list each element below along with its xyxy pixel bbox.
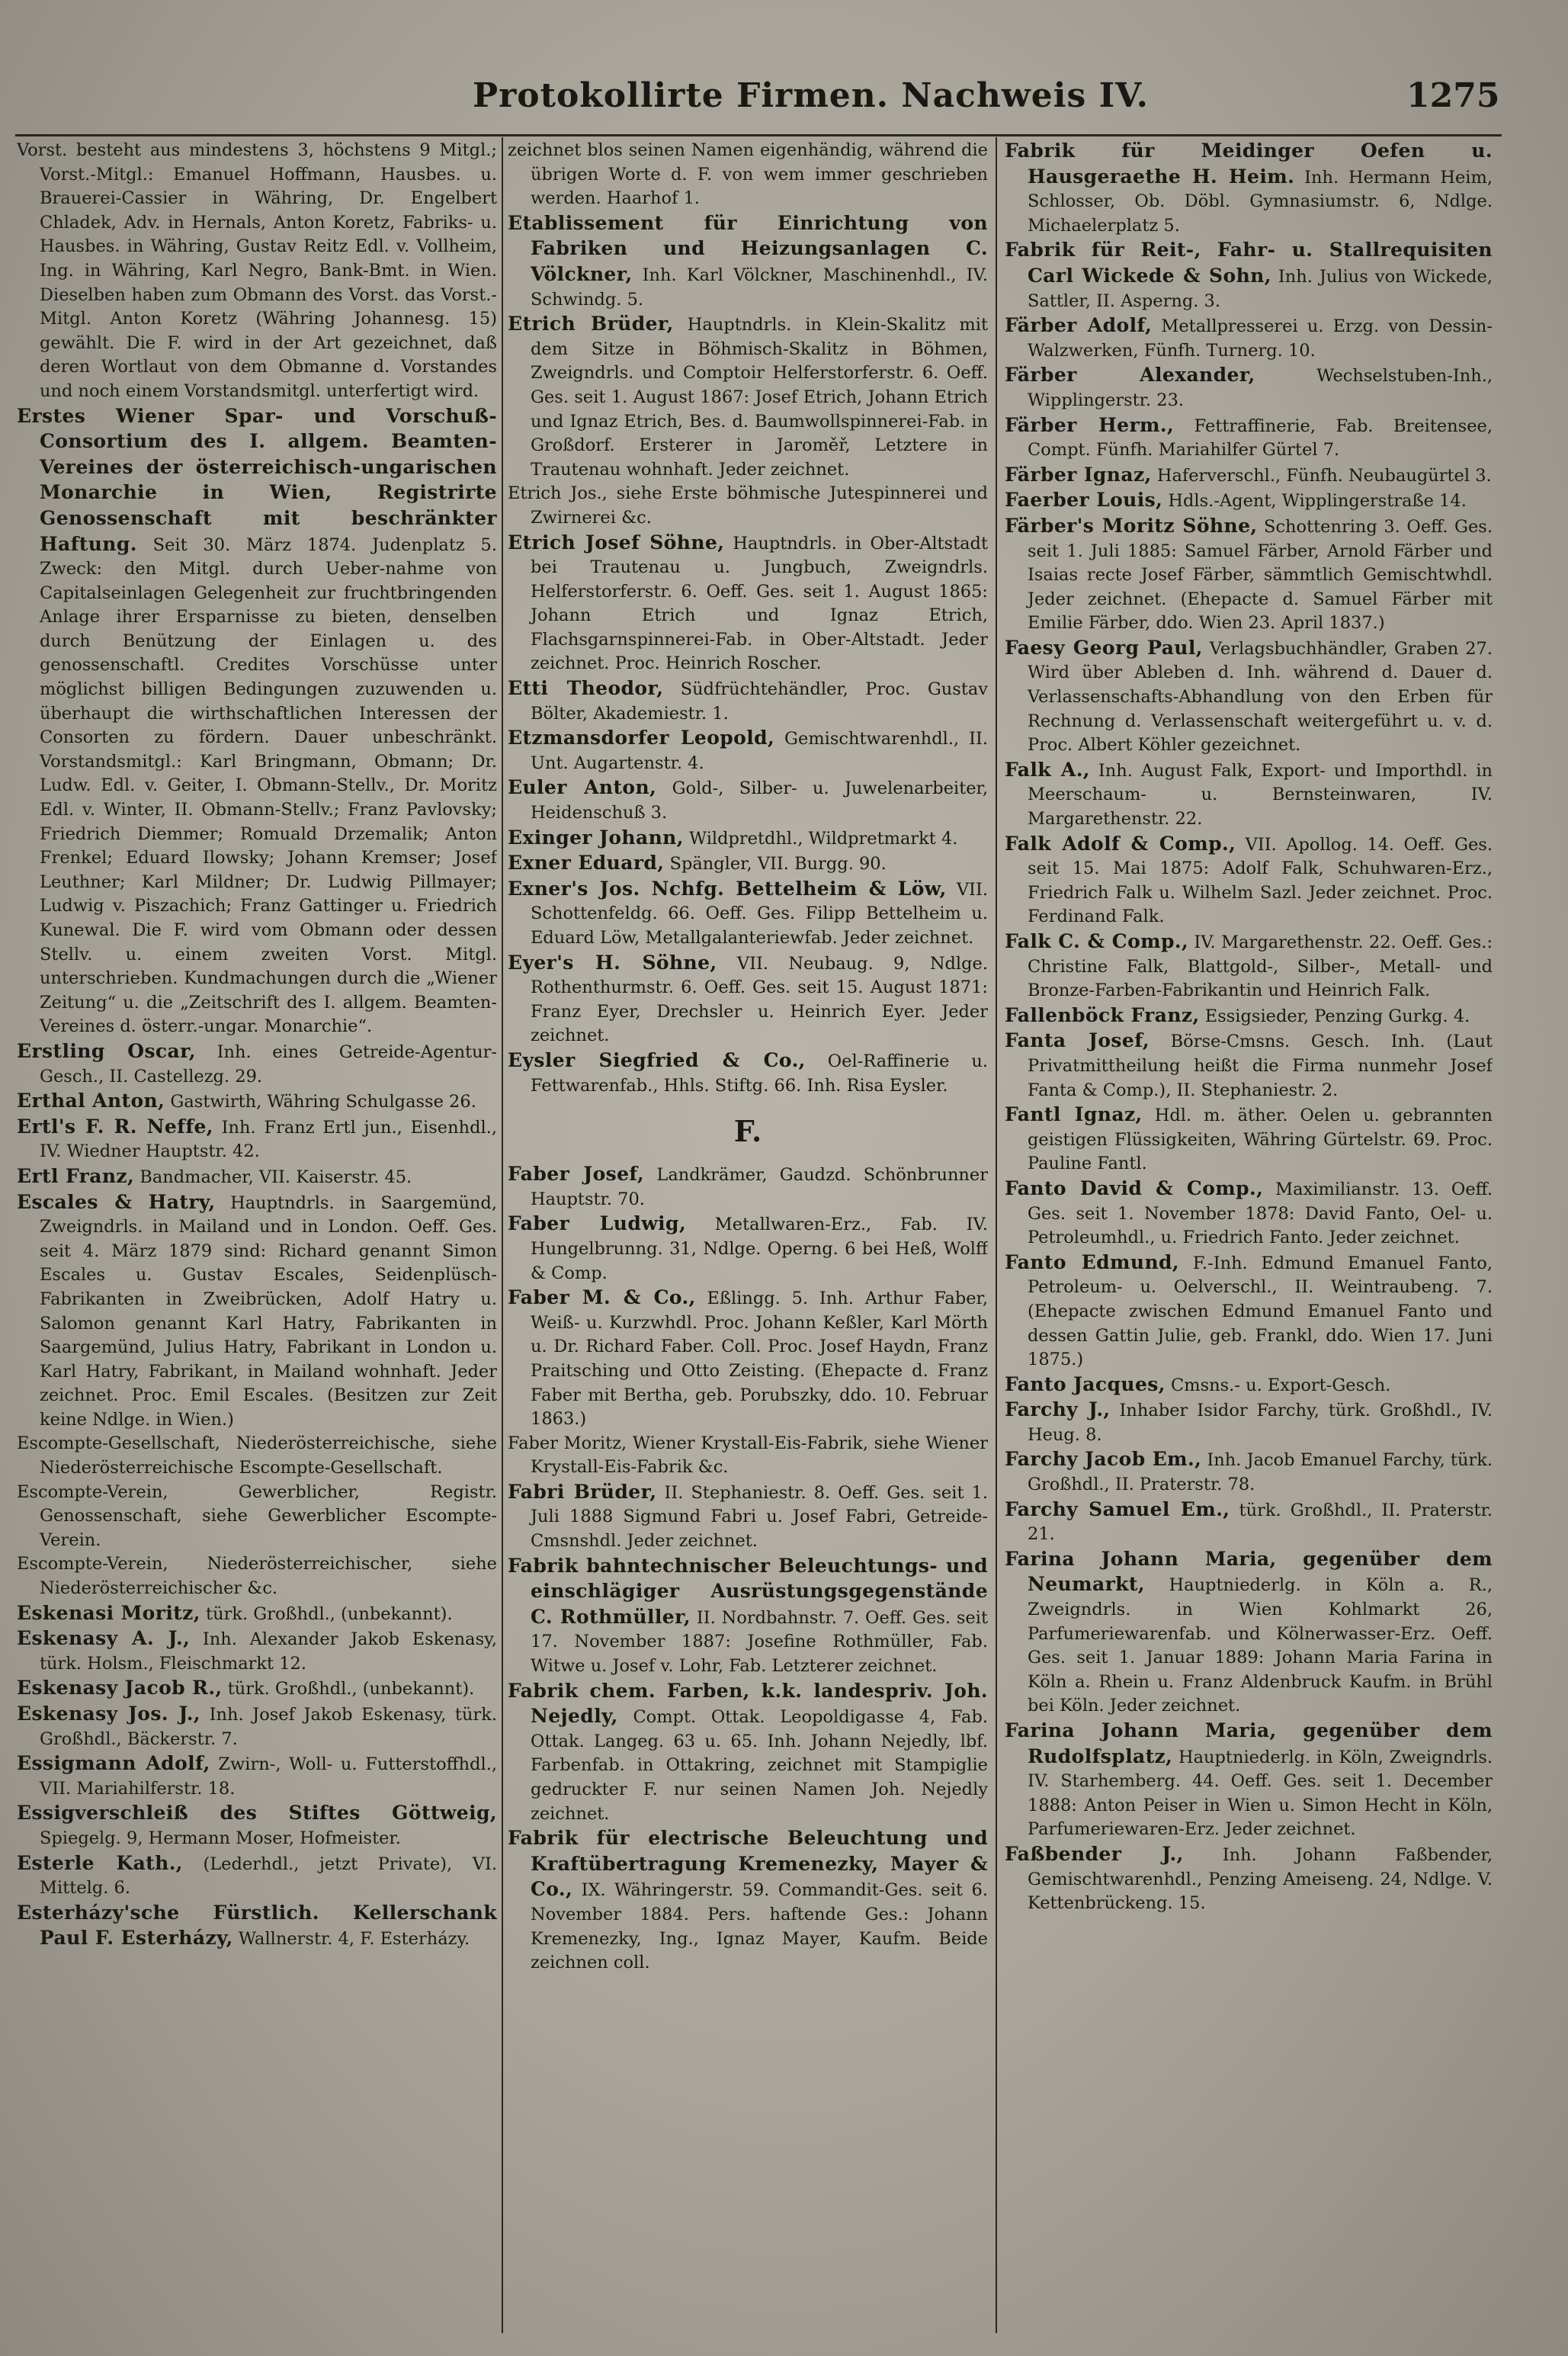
firm-name: Farchy J., [1005,1398,1111,1421]
entry-text: Schottenring 3. Oeff. Ges. seit 1. Juli 1885: Samuel Färber, Arnold Färber und Isaias recte Josef Färber, sämmtlich Gemischtwhdl. Jeder zeichnet. (Ehepacte d. Samuel Färber mit Emilie Färber, ddo. Wien 23. April 1837.) [1028,516,1493,634]
directory-entry [17,1115,497,1164]
entry-text: Gastwirth, Währing Schulgasse 26. [170,1092,476,1112]
directory-entry [1005,238,1493,313]
firm-name: Euler Anton, [508,776,657,799]
directory-entry [508,312,988,482]
firm-name: Etzmansdorfer Leopold, [508,727,775,749]
entry-text: Hauptniederlg. in Köln, Zweigndrls. IV. Starhemberg. 44. Oeff. Ges. seit 1. December 1888: Anton Peiser in Wien u. Simon Hecht in Köln, Parfumeriewaren-Erz. Jeder zeichnet. [1028,1747,1493,1840]
entry-text: Fettraffinerie, Fab. Breitensee, Compt. Fünfh. Mariahilfer Gürtel 7. [1028,416,1493,461]
entry-text: Eßlingg. 5. Inh. Arthur Faber, Weiß- u. Kurzwhdl. Proc. Johann Keßler, Karl Mörth u. Dr. Richard Faber. Coll. Proc. Josef Haydn, Franz Praitsching und Otto Zeisting. (Ehepacte d. Franz Faber mit Bertha, geb. Porubszky, ddo. 10. Februar 1863.) [531,1289,988,1430]
entry-text: Landkrämer, Gaudzd. Schönbrunner Hauptstr. 70. [531,1165,988,1209]
directory-entry [17,1164,497,1190]
directory-entry [1005,1447,1493,1497]
firm-name: Färber's Moritz Söhne, [1005,514,1258,537]
directory-entry [1005,1250,1493,1372]
entry-text: Wildpretdhl., Wildpretmarkt 4. [689,828,958,849]
firm-name: Farina Johann Maria, gegenüber dem Rudolfsplatz, [1005,1719,1493,1767]
entry-text: (Lederhdl., jetzt Private), VI. Mittelg. 6. [40,1854,497,1899]
entry-text: Südfrüchtehändler, Proc. Gustav Bölter, Akademiestr. 1. [531,679,988,724]
directory-entry [1005,1029,1493,1103]
firm-name: Fanto Edmund, [1005,1250,1180,1273]
entry-text: Börse-Cmsns. Gesch. Inh. (Laut Privatmittheilung heißt die Firma nunmehr Josef Fanta & Comp.), II. Stephaniestr. 2. [1028,1032,1493,1100]
entry-text: IV. Margarethenstr. 22. Oeff. Ges.: Christine Falk, Blattgold-, Silber-, Metall- und Bronze-Farben-Fabrikantin und Heinrich Falk. [1028,932,1493,1001]
entry-text: türk. Großhdl., (unbekannt). [206,1603,453,1624]
firm-name: Eskenasy Jacob R., [17,1677,223,1700]
entry-text: Inh. August Falk, Export- und Importhdl. in Meerschaum- u. Bernsteinwaren, IV. Margarethenstr. 22. [1028,760,1493,830]
firm-name: Falk Adolf & Comp., [1005,832,1236,855]
firm-name: Essigverschleiß des Stiftes Göttweig, [17,1802,497,1825]
entry-text: Zwirn-, Woll- u. Futterstoffhdl., VII. Mariahilferstr. 18. [40,1754,497,1799]
directory-entry [1005,363,1493,412]
entry-text: Inh. eines Getreide-Agentur-Gesch., II. Castellezg. 29. [40,1042,497,1087]
entry-text: Inh. Hermann Heim, Schlosser, Ob. Döbl. Gymnasiumstr. 6, Ndlge. Michaelerplatz 5. [1028,167,1493,236]
entry-text: Escompte-Verein, Niederösterreichischer, siehe Niederösterreichischer &c. [17,1554,497,1599]
firm-name: Fanto David & Comp., [1005,1176,1264,1199]
entry-text: türk. Großhdl., II. Praterstr. 21. [1028,1500,1493,1545]
directory-entry [508,1554,988,1679]
entry-text: VII. Neubaug. 9, Ndlge. Rothenthurmstr. 6. Oeff. Ges. seit 15. August 1871: Franz Eyer, Drechsler u. Heinrich Eyer. Jeder zeichnet. [531,953,988,1046]
entry-text: Inh. Julius von Wickede, Sattler, II. Asperng. 3. [1028,266,1493,311]
directory-entry [508,211,988,312]
entry-text: Essigsieder, Penzing Gurkg. 4. [1204,1006,1470,1026]
directory-entry [508,877,988,951]
firm-name: Farina Johann Maria, gegenüber dem Neumarkt, [1005,1547,1493,1596]
entry-text: Hdl. m. äther. Oelen u. gebrannten geistigen Flüssigkeiten, Währing Gürtelstr. 69. Proc. Pauline Fantl. [1028,1106,1493,1174]
directory-entry [508,482,988,530]
header-rule [15,134,1502,136]
column-divider-1 [502,137,503,2333]
directory-entry [1005,1176,1493,1250]
entry-text: Spängler, VII. Burgg. 90. [669,854,887,875]
page-title: Protokollirte Firmen. Nachweis IV. [473,76,1149,115]
entry-text: VII. Schottenfeldg. 66. Oeff. Ges. Filipp Bettelheim u. Eduard Löw, Metallgalanteriewfab. Jeder zeichnet. [531,879,988,948]
firm-name: Etrich Brüder, [508,313,674,335]
firm-name: Ertl's F. R. Neffe, [17,1115,213,1138]
firm-name: Fallenböck Franz, [1005,1003,1200,1026]
firm-name: Färber Ignaz, [1005,463,1152,486]
firm-name: Fanta Josef, [1005,1029,1150,1052]
firm-name: Fabrik für Meidinger Oefen u. Hausgeraethe H. Heim. [1005,140,1493,188]
directory-entry [1005,1842,1493,1916]
firm-name: Fantl Ignaz, [1005,1103,1143,1126]
directory-entry [1005,1497,1493,1547]
firm-name: Fabrik für electrische Beleuchtung und Kraftübertragung Kremenezky, Mayer & Co., [508,1827,988,1901]
entry-text: Vorst. besteht aus mindestens 3, höchstens 9 Mitgl.; Vorst.-Mitgl.: Emanuel Hoffmann, Hausbes. u. Brauerei-Cassier in Währing, Dr. Engelbert Chladek, Adv. in Hernals, Anton Koretz, Fabriks- u. Hausbes. in Währing, Gustav Reitz Edl. v. Vollheim, Ing. in Währing, Karl Negro, Bank-Bmt. in Wien. Dieselben haben zum Obmann des Vorst. das Vorst.-Mitgl. Anton Koretz (Währing Johannesg. 15) gewählt. Die F. wird in der Art gezeichnet, daß deren Wortlaut von dem Obmanne d. Vorstandes und noch einem Vorstandsmitgl. unterfertigt wird. [17,140,497,401]
entry-text: IX. Währingerstr. 59. Commandit-Ges. seit 6. November 1884. Pers. haftende Ges.: Johann Kremenezky, Ing., Ignaz Mayer, Kaufm. Beide zeichnen coll. [531,1880,988,1973]
directory-entry [508,1048,988,1098]
directory-entry [508,1826,988,1976]
entry-text: II. Stephaniestr. 8. Oeff. Ges. seit 1. Juli 1888 Sigmund Fabri u. Josef Fabri, Getreide-Cmsnshdl. Jeder zeichnet. [531,1482,988,1552]
directory-entry [508,1480,988,1554]
entry-text: Haferverschl., Fünfh. Neubaugürtel 3. [1156,465,1492,486]
firm-name: Exner's Jos. Nchfg. Bettelheim & Löw, [508,877,947,900]
firm-name: Faßbender J., [1005,1842,1184,1865]
entry-text: Metallwaren-Erz., Fab. IV. Hungelbrunng. 31, Ndlge. Operng. 6 bei Heß, Wolff & Comp. [531,1215,988,1283]
column-1 [17,139,497,2335]
directory-entry [1005,1372,1493,1398]
directory-entry [508,775,988,825]
column-3 [1005,139,1493,2335]
firm-name: Faber Josef, [508,1163,645,1186]
firm-name: Farchy Samuel Em., [1005,1497,1230,1520]
entry-text: Inh. Jacob Emanuel Farchy, türk. Großhdl., II. Praterstr. 78. [1028,1450,1493,1495]
directory-entry [508,1162,988,1212]
firm-name: Etablissement für Einrichtung von Fabriken und Heizungsanlagen C. Völckner, [508,211,988,285]
directory-entry [1005,1547,1493,1719]
directory-entry [17,1481,497,1553]
page-number: 1275 [1406,76,1500,115]
firm-name: Fabrik für Reit-, Fahr- u. Stallrequisiten Carl Wickede & Sohn, [1005,239,1493,287]
firm-name: Faber Ludwig, [508,1212,687,1235]
directory-entry [508,531,988,677]
firm-name: Eyer's H. Söhne, [508,951,717,974]
firm-name: Ertl Franz, [17,1164,135,1187]
directory-entry [508,951,988,1048]
directory-entry [1005,1103,1493,1176]
entry-text: Inh. Josef Jakob Eskenasy, türk. Großhdl., Bäckerstr. 7. [40,1705,497,1749]
entry-text: Faber Moritz, Wiener Krystall-Eis-Fabrik, siehe Wiener Krystall-Eis-Fabrik &c. [508,1433,988,1478]
directory-entry [508,826,988,852]
directory-entry [17,1751,497,1801]
entry-text: Compt. Ottak. Leopoldigasse 4, Fab. Ottak. Langeg. 63 u. 65. Inh. Johann Nejedly, lbf. Farbenfab. in Ottakring, zeichnet mit Stampiglie gedruckter F. nur seinen Namen Joh. Nejedly zeichnet. [531,1707,988,1824]
entry-text: Seit 30. März 1874. Judenplatz 5. Zweck: den Mitgl. durch Ueber-nahme von Capitalseinlagen Gelegenheit zur fruchtbringenden Anlage ihrer Ersparnisse zu bieten, denselben durch Benützung der Einlagen u. des genossenschaftl. Credites Vorschüsse unter möglichst billigen Bedingungen zuzuwenden u. überhaupt die wirthschaftlichen Interessen der Consorten zu fördern. Dauer unbeschränkt. Vorstandsmitgl.: Karl Bringmann, Obmann; Dr. Ludw. Edl. v. Geiter, I. Obmann-Stellv., Dr. Moritz Edl. v. Winter, II. Obmann-Stellv.; Franz Pavlovsky; Friedrich Diemmer; Romuald Drzemalik; Anton Frenkel; Eduard Ilowsky; Johann Kremser; Josef Leuthner; Karl Mildner; Dr. Ludwig Pillmayer; Ludwig v. Piszachich; Franz Gattinger u. Friedrich Kunewal. Die F. wird vom Obmann oder dessen Stellv. u. einem zweiten Vorst. Mitgl. unterschrieben. Kundmachungen durch die „Wiener Zeitung“ u. die „Zeitschrift des I. allgem. Beamten-Vereines d. österr.-ungar. Monarchie“. [40,534,497,1037]
entry-text: Hdls.-Agent, Wipplingerstraße 14. [1168,491,1467,512]
entry-text: türk. Großhdl., (unbekannt). [227,1679,475,1700]
firm-name: Farchy Jacob Em., [1005,1448,1202,1471]
firm-name: Färber Adolf, [1005,314,1153,337]
directory-entry [508,1286,988,1432]
firm-name: Färber Alexander, [1005,364,1255,387]
directory-entry [508,851,988,877]
directory-entry [1005,636,1493,758]
section-letter: F. [733,1114,762,1149]
firm-name: Essigmann Adolf, [17,1752,210,1775]
directory-entry [508,1679,988,1827]
entry-text: Verlagsbuchhändler, Graben 27. Wird über Ableben d. Inh. während d. Dauer d. Verlassenschafts-Abhandlung von den Erben für Rechnung d. Verlassenschaft weitergeführt u. v. d. Proc. Albert Köhler gezeichnet. [1028,638,1493,756]
firm-name: Falk A., [1005,758,1090,781]
entry-text: Inh. Franz Ertl jun., Eisenhdl., IV. Wiedner Hauptstr. 42. [40,1117,497,1162]
directory-entry [17,1801,497,1850]
firm-name: Färber Herm., [1005,413,1175,436]
directory-entry [508,1432,988,1480]
directory-entry [1005,1003,1493,1029]
directory-entry [17,1901,497,1952]
firm-name: Exinger Johann, [508,826,684,849]
directory-entry [17,1626,497,1676]
firm-name: Fabrik bahntechnischer Beleuchtungs- und einschlägiger Ausrüstungsgegenstände C. Rothmüller, [508,1554,988,1628]
directory-entry [1005,313,1493,363]
firm-name: Etrich Josef Söhne, [508,531,725,554]
firm-name: Eskenasi Moritz, [17,1601,200,1624]
directory-entry [1005,514,1493,636]
entry-text: II. Nordbahnstr. 7. Oeff. Ges. seit 17. November 1887: Josefine Rothmüller, Fab. Witwe u. Josef v. Lohr, Fab. Letzterer zeichnet. [531,1607,988,1677]
entry-text: Inh. Karl Völckner, Maschinenhdl., IV. Schwindg. 5. [531,265,988,310]
directory-entry [1005,929,1493,1003]
directory-entry [1005,1719,1493,1842]
firm-name: Erstling Oscar, [17,1039,196,1062]
directory-entry [17,1851,497,1901]
firm-name: Eskenasy A. J., [17,1627,191,1650]
entry-text: Inh. Alexander Jakob Eskenasy, türk. Holsm., Fleischmarkt 12. [40,1629,497,1674]
firm-name: Faerber Louis, [1005,489,1163,512]
directory-entry [1005,1398,1493,1447]
entry-text: F.-Inh. Edmund Emanuel Fanto, Petroleum- u. Oelverschl., II. Weintraubeng. 7. (Ehepacte zwischen Edmund Emanuel Fanto und dessen Gattin Julie, geb. Frankl, ddo. Wien 17. Juni 1875.) [1028,1253,1493,1370]
firm-name: Eysler Siegfried & Co., [508,1048,806,1071]
entry-text: Metallpresserei u. Erzg. von Dessin-Walzwerken, Fünfh. Turnerg. 10. [1028,316,1493,361]
directory-entry [17,1552,497,1600]
entry-text: Gold-, Silber- u. Juwelenarbeiter, Heidenschuß 3. [531,778,988,823]
entry-text: Hauptniederlg. in Köln a. R., Zweigndrls. in Wien Kohlmarkt 26, Parfumeriewarenfab. und Kölnerwasser-Erz. Oeff. Ges. seit 1. Januar 1889: Johann Maria Farina in Köln a. Rhein u. Franz Aldenbruck Kaufm. in Brühl bei Köln. Jeder zeichnet. [1028,1575,1493,1716]
directory-entry [17,1039,497,1089]
entry-text: Oel-Raffinerie u. Fettwarenfab., Hhls. Stiftg. 66. Inh. Risa Eysler. [531,1051,988,1096]
column-2 [508,139,988,2335]
directory-entry [17,404,497,1039]
entry-text: zeichnet blos seinen Namen eigenhändig, während die übrigen Worte d. F. von wem immer geschrieben werden. Haarhof 1. [508,140,988,209]
entry-text: Etrich Jos., siehe Erste böhmische Jutespinnerei und Zwirnerei &c. [508,483,988,528]
directory-entry [17,1702,497,1751]
firm-name: Esterházy'sche Fürstlich. Kellerschank Paul F. Esterházy, [17,1901,497,1950]
directory-entry [1005,832,1493,929]
directory-entry [508,676,988,726]
entry-text: Inh. Johann Faßbender, Gemischtwarenhdl., Penzing Ameiseng. 24, Ndlge. V. Kettenbrückeng. 15. [1028,1844,1493,1914]
directory-entry [508,726,988,775]
entry-text: Gemischtwarenhdl., II. Unt. Augartenstr. 4. [531,729,988,773]
firm-name: Eskenasy Jos. J., [17,1703,200,1725]
column-divider-2 [996,137,997,2333]
firm-name: Fabri Brüder, [508,1480,657,1503]
entry-text: Maximilianstr. 13. Oeff. Ges. seit 1. November 1878: David Fanto, Oel- u. Petroleumhdl., u. Friedrich Fanto. Jeder zeichnet. [1028,1179,1493,1248]
entry-text: VII. Apollog. 14. Oeff. Ges. seit 15. Mai 1875: Adolf Falk, Schuhwaren-Erz., Friedrich Falk u. Wilhelm Sazl. Jeder zeichnet. Proc. Ferdinand Falk. [1028,834,1493,927]
directory-entry [17,1601,497,1627]
page-header [0,76,1568,130]
directory-entry [17,1089,497,1115]
firm-name: Faesy Georg Paul, [1005,636,1203,659]
directory-entry [17,1432,497,1480]
directory-entry [508,1212,988,1286]
entry-text: Bandmacher, VII. Kaiserstr. 45. [139,1167,412,1187]
entry-text: Wechselstuben-Inh., Wipplingerstr. 23. [1028,366,1493,410]
firm-name: Esterle Kath., [17,1851,183,1874]
directory-entry [1005,413,1493,463]
entry-text: Hauptndrls. in Ober-Altstadt bei Trautenau u. Jungbuch, Zweigndrls. Helferstorferstr. 6. Oeff. Ges. seit 1. August 1865: Johann Etrich und Ignaz Etrich, Flachsgarnspinnerei-Fab. in Ober-Altstadt. Jeder zeichnet. Proc. Heinrich Roscher. [531,533,988,674]
firm-name: Erstes Wiener Spar- und Vorschuß-Consortium des I. allgem. Beamten-Vereines der österreichisch-ungarischen Monarchie in Wien, Registrirte Genossenschaft mit beschränkter Haftung. [17,404,497,555]
entry-text: Hauptndrls. in Klein-Skalitz mit dem Sitze in Böhmisch-Skalitz in Böhmen, Zweigndrls. und Comptoir Helferstorferstr. 6. Oeff. Ges. seit 1. August 1867: Josef Etrich, Johann Etrich und Ignaz Etrich, Bes. d. Baumwollspinnerei-Fab. in Großdorf. Ersterer in Jaroměř, Letztere in Trautenau wohnhaft. Jeder zeichnet. [531,315,988,480]
firm-name: Fanto Jacques, [1005,1372,1166,1395]
firm-name: Etti Theodor, [508,677,664,700]
entry-text: Wallnerstr. 4, F. Esterházy. [238,1929,470,1950]
firm-name: Fabrik chem. Farben, k.k. landespriv. Joh. Nejedly, [508,1679,988,1728]
directory-entry [1005,488,1493,514]
entry-text: Cmsns.- u. Export-Gesch. [1171,1375,1391,1395]
directory-entry [1005,758,1493,832]
directory-entry [1005,463,1493,489]
entry-text: Spiegelg. 9, Hermann Moser, Hofmeister. [40,1828,401,1848]
directory-entry [17,1190,497,1433]
firm-name: Exner Eduard, [508,852,665,875]
firm-name: Escales & Hatry, [17,1190,216,1213]
entry-text: Inhaber Isidor Farchy, türk. Großhdl., IV. Heug. 8. [1028,1401,1493,1445]
entry-text: Escompte-Gesellschaft, Niederösterreichische, siehe Niederösterreichische Escompte-Gesellschaft. [17,1433,497,1478]
directory-entry [1005,139,1493,238]
directory-entry [17,1676,497,1702]
firm-name: Faber M. & Co., [508,1286,696,1309]
firm-name: Falk C. & Comp., [1005,930,1189,952]
directory-entry [17,139,497,404]
entry-text: Hauptndrls. in Saargemünd, Zweigndrls. in Mailand und in London. Oeff. Ges. seit 4. März 1879 sind: Richard genannt Simon Escales u. Gustav Escales, Seidenplüsch-Fabrikanten in Zweibrücken, Adolf Hatry u. Salomon genannt Karl Hatry, Fabrikanten in Saargemünd, Julius Hatry, Fabrikant in London u. Karl Hatry, Fabrikant, in Mailand wohnhaft. Jeder zeichnet. Proc. Emil Escales. (Besitzen zur Zeit keine Ndlge. in Wien.) [40,1192,497,1430]
directory-entry [508,139,988,211]
firm-name: Erthal Anton, [17,1090,165,1112]
entry-text: Escompte-Verein, Gewerblicher, Registr. Genossenschaft, siehe Gewerblicher Escompte-Verein. [17,1481,497,1550]
